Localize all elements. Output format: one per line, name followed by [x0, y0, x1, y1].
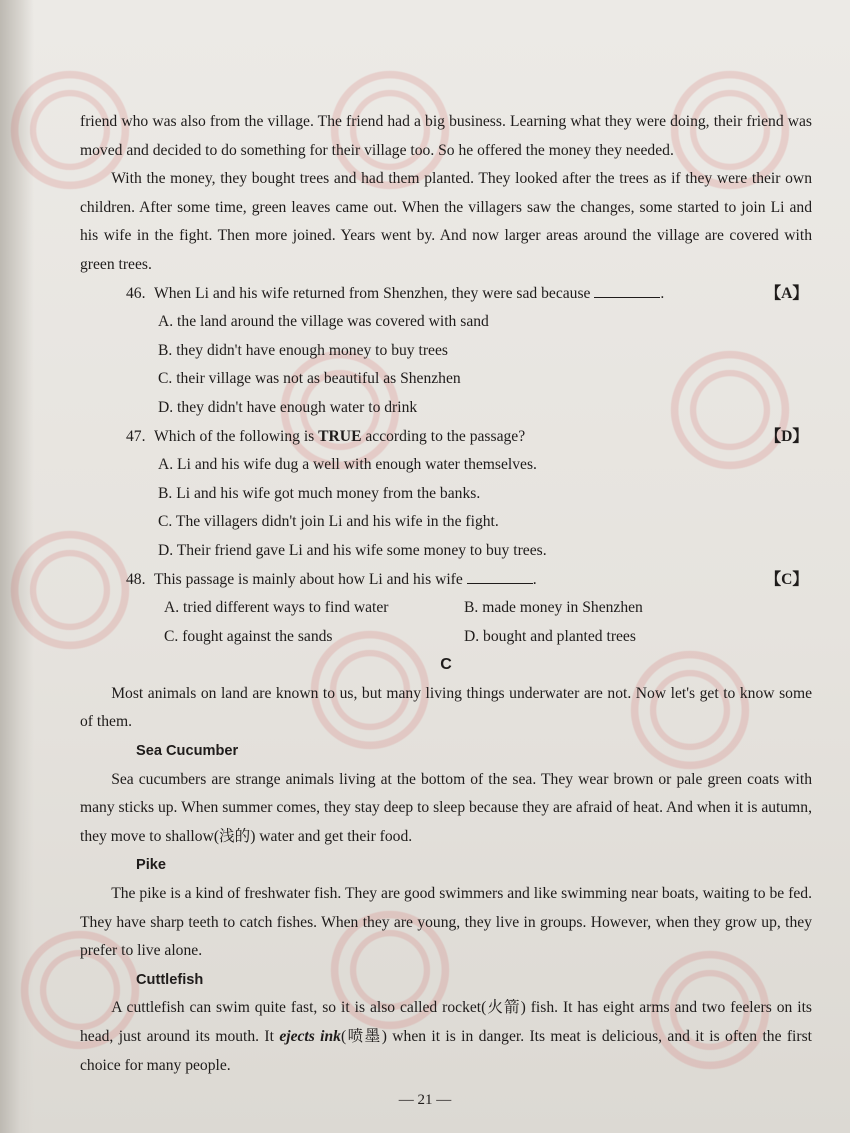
question-stem: When Li and his wife returned from Shenzhen, they were sad because [154, 284, 591, 302]
option: C. fought against the sands [164, 627, 333, 645]
option: A. tried different ways to find water [164, 599, 389, 617]
question-number: 48. [126, 570, 146, 588]
subsection-title: Pike [136, 857, 167, 874]
subsection-text: The pike is a kind of freshwater fish. They are good swimmers and like swimming near boats, waiting to be fed. They have sharp teeth to catch fishes. When they are young, they live in groups. However, when they grow up, they prefer to live alone. [80, 885, 812, 960]
question-stem-end: . [660, 284, 665, 302]
question-48 [80, 566, 812, 595]
option: C. their village was not as beautiful as Shenzhen [158, 370, 461, 388]
question-stem: Which of the following is [154, 427, 319, 445]
page-number: — 21 — [398, 1092, 452, 1108]
answer-blank [594, 283, 660, 298]
option: C. The villagers didn't join Li and his wife in the fight. [158, 513, 499, 531]
subsection-text-part: A cuttlefish can swim quite fast, so it is also called rocket(火箭) fish. It has eight arms and two feelers on its head, just around its mouth. It [80, 999, 812, 1045]
option: D. bought and planted trees [464, 627, 636, 645]
answer-key: 【A】 [765, 284, 808, 302]
option: A. Li and his wife dug a well with enough water themselves. [158, 456, 537, 474]
subsection-title: Cuttlefish [136, 971, 204, 988]
question-46 [80, 280, 812, 309]
option: B. Li and his wife got much money from the banks. [158, 484, 481, 502]
question-number: 46. [126, 284, 146, 302]
subsection-text: Sea cucumbers are strange animals living at the bottom of the sea. They wear brown or pale green coats with many sticks up. When summer comes, they stay deep to sleep because they are afraid of heat. And when it is autumn, they move to shallow(浅的) water and get their food. [80, 770, 812, 845]
question-stem-end: . [532, 570, 537, 588]
question-stem: according to the passage? [361, 427, 526, 445]
question-stem: This passage is mainly about how Li and his wife [154, 570, 463, 588]
passage-b-paragraph-2: With the money, they bought trees and had them planted. They looked after the trees as if they were their own children. After some time, green leaves came out. When the villagers saw the changes, some started to join Li and his wife in the fight. Then more joined. Years went by. And now larger areas around the village are covered with green trees. [80, 170, 812, 273]
option-row [80, 623, 812, 652]
answer-key: 【C】 [765, 570, 808, 588]
passage-c-intro: Most animals on land are known to us, but many living things underwater are not. Now let's get to know some of them. [80, 684, 812, 731]
option: D. Their friend gave Li and his wife some money to buy trees. [158, 541, 547, 559]
emphasized-term: ejects ink [279, 1028, 341, 1045]
option: B. made money in Shenzhen [464, 599, 643, 617]
subsection-title: Sea Cucumber [136, 743, 239, 760]
question-stem-emphasis: TRUE [318, 427, 362, 445]
question-number: 47. [126, 427, 146, 445]
answer-key: 【D】 [765, 427, 808, 445]
passage-b-paragraph-1: friend who was also from the village. The friend had a big business. Learning what they were doing, their friend was moved and decided to do something for their village too. So he offered the money they needed. [80, 113, 812, 159]
option: B. they didn't have enough money to buy trees [158, 341, 448, 359]
option: D. they didn't have enough water to drink [158, 398, 418, 416]
page-content [80, 108, 812, 1080]
section-heading: C [440, 656, 452, 674]
answer-blank [467, 569, 533, 584]
option: A. the land around the village was covered with sand [158, 313, 489, 331]
question-47 [80, 423, 812, 452]
subsection-text [80, 994, 812, 1080]
subsection-text-part: (喷墨) when it is in danger. Its meat is delicious, and it is often the first choice for many people. [80, 1028, 812, 1074]
option-row [80, 594, 812, 623]
